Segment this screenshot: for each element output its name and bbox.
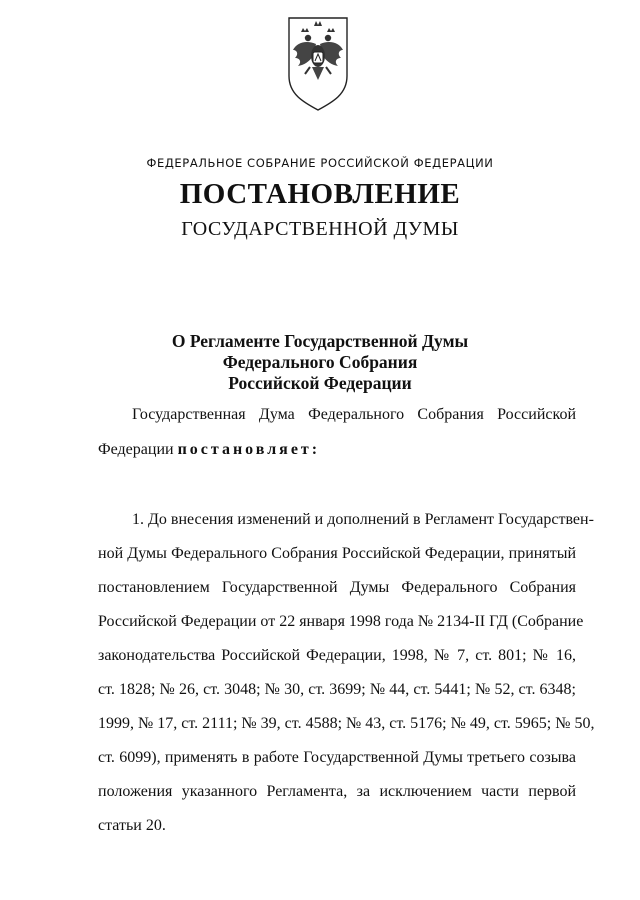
- clause-line: положения указанного Регламента, за исключением части первой: [98, 783, 576, 800]
- clause-line: 1. До внесения изменений и дополнений в Регламент Государствен-: [132, 511, 594, 528]
- document-type: ПОСТАНОВЛЕНИЕ: [179, 178, 461, 210]
- clause-line: законодательства Российской Федерации, 1998, № 7, ст. 801; № 16,: [98, 647, 576, 664]
- clause-line: 1999, № 17, ст. 2111; № 39, ст. 4588; № 43, ст. 5176; № 49, ст. 5965; № 50,: [98, 715, 595, 732]
- clause-line: ной Думы Федерального Собрания Российской Федерации, принятый: [98, 545, 576, 562]
- clause-line: ст. 1828; № 26, ст. 3048; № 30, ст. 3699; № 44, ст. 5441; № 52, ст. 6348;: [98, 681, 576, 698]
- title-line: Федерального Собрания: [222, 352, 418, 372]
- clause-line: ст. 6099), применять в работе Государственной Думы третьего созыва: [98, 749, 576, 766]
- issuing-body: ГОСУДАРСТВЕННОЙ ДУМЫ: [181, 218, 459, 240]
- preamble-line: [98, 440, 576, 460]
- assembly-name: ФЕДЕРАЛЬНОЕ СОБРАНИЕ РОССИЙСКОЙ ФЕДЕРАЦИИ: [146, 156, 494, 170]
- clause-line: статьи 20.: [98, 817, 166, 834]
- clause-line: постановлением Государственной Думы Федерального Собрания: [98, 579, 576, 596]
- title-line: Российской Федерации: [228, 373, 412, 393]
- preamble-prefix: Федерации: [98, 441, 178, 458]
- title-line: О Регламенте Государственной Думы: [171, 331, 469, 351]
- document-title: [0, 331, 640, 394]
- clause-line: Российской Федерации от 22 января 1998 года № 2134-II ГД (Собрание: [98, 613, 584, 630]
- operative-word: постановляет:: [177, 441, 321, 458]
- russian-coat-of-arms-icon: [283, 14, 353, 114]
- preamble-line: Государственная Дума Федерального Собрания Российской: [132, 406, 576, 423]
